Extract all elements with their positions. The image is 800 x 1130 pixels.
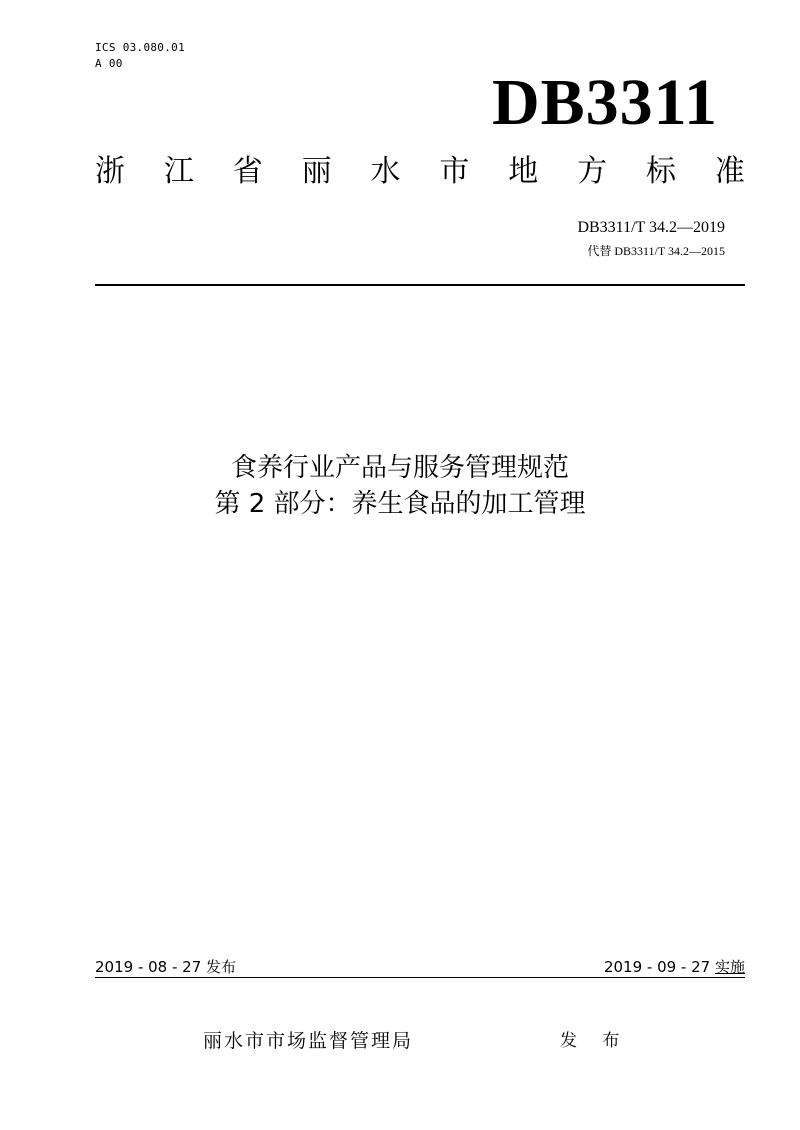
standard-type-char: 丽 [301,154,332,189]
publish-label: 发布 [206,958,237,976]
standard-type-char: 江 [163,154,194,189]
standard-type-heading [95,152,745,192]
standard-code: DB3311 [491,66,718,139]
header-divider [95,284,745,286]
standard-type-char: 水 [370,154,401,189]
standard-type-char: 准 [714,154,745,189]
implement-date: 2019 - 09 - 27 [603,958,711,976]
issuing-authority: 丽水市市场监督管理局 [203,1030,414,1052]
classification-codes [95,40,185,72]
title-line-1: 食养行业产品与服务管理规范 [230,453,569,483]
title-line-2: 第 2 部分：养生食品的加工管理 [214,489,586,519]
standard-type-char: 省 [232,154,263,189]
implement-label: 实施 [714,958,745,976]
ics-code: ICS 03.080.01 [95,41,185,54]
standard-type-char: 地 [508,154,539,189]
replaces-standard: 代替 DB3311/T 34.2—2015 [587,244,725,258]
standard-type-char: 浙 [95,154,125,189]
publish-date: 2019 - 08 - 27 [95,958,202,976]
standard-type-char: 方 [577,154,608,189]
ccs-code: A 00 [95,57,123,70]
standard-number: DB3311/T 34.2—2019 [577,219,725,236]
publish-date-block [95,957,236,977]
footer-divider [95,977,745,978]
implement-date-block [604,957,745,977]
document-title [0,450,800,522]
issue-action: 发 布 [560,1031,630,1051]
standard-type-char: 市 [439,154,470,189]
standard-type-char: 标 [646,154,676,189]
